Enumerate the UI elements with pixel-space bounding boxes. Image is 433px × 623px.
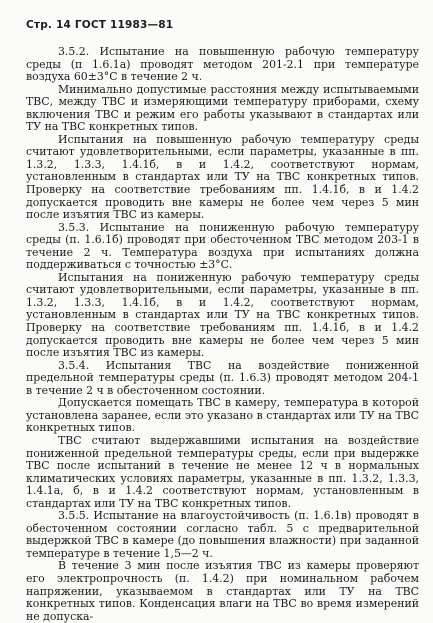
paragraph-electric-strength: В течение 3 мин после изъятия ТВС из камеры проверяют его электропрочность (п. 1.4.2) при номинальном рабочем напряжении, указываемом в стандартах или ТУ на ТВС конкретных типов. Конденсация влаги на ТВС во время измерений не допуска- <box>26 559 419 623</box>
document-body <box>26 46 419 623</box>
paragraph-3-5-5: 3.5.5. Испытание на влагоустойчивость (п. 1.6.1в) проводят в обесточенном состоянии согласно табл. 5 с предварительной выдержкой ТВС в камере (до повышения влажности) при заданной температуре в течение 1,5—2 ч. <box>26 509 419 560</box>
paragraph-high-temp-criteria: Испытания на повышенную рабочую температуру среды считают удовлетворительными, если параметры, указанные в пп. 1.3.2, 1.3.3, 1.4.1б, в и 1.4.2, соответствуют нормам, установленным в стандартах или ТУ на ТВС конкретных типов. Проверку на соответствие требованиям пп. 1.4.1б, в и 1.4.2 допускается проводить вне камеры не более чем через 5 мин после изъятия ТВС из камеры. <box>26 132 419 222</box>
paragraph-min-distances: Минимально допустимые расстояния между испытываемыми ТВС, между ТВС и измеряющими температуру приборами, схему включения ТВС и режим его работы указывают в стандартах или ТУ на ТВС конкретных типов. <box>26 82 419 134</box>
paragraph-3-5-3: 3.5.3. Испытание на пониженную рабочую температуру среды (п. 1.6.1б) проводят при обесточенном ТВС методом 203-1 в течение 2 ч. Температура воздуха при испытаниях должна поддерживаться с точностью ±3°С. <box>26 220 419 272</box>
paragraph-3-5-2: 3.5.2. Испытание на повышенную рабочую температуру среды (п 1.6.1а) проводят методом 201-2.1 при температуре воздуха 60±3°С в течение 2 ч. <box>26 45 419 84</box>
paragraph-chamber-preset: Допускается помещать ТВС в камеру, температура в которой установлена заранее, если это указано в стандартах или ТУ на ТВС конкретных типов. <box>26 396 419 435</box>
page-header: Стр. 14 ГОСТ 11983—81 <box>26 19 174 31</box>
paragraph-3-5-4: 3.5.4. Испытания ТВС на воздействие пониженной предельной температуры среды (п. 1.6.3) проводят методом 204-1 в течение 2 ч в обесточенном состоянии. <box>26 358 419 397</box>
paragraph-limit-temp-criteria: ТВС считают выдержавшими испытания на воздействие пониженной предельной температуры среды, если при выдержке ТВС после испытаний в течение не менее 12 ч в нормальных климатических условиях параметры, указанные в пп. 1.3.2, 1.3.3, 1.4.1а, б, в и 1.4.2 соответствуют нормам, установленным в стандартах или ТУ на ТВС конкретных типов. <box>26 433 419 510</box>
paragraph-low-temp-criteria: Испытания на пониженную рабочую температуру среды считают удовлетворительными, если параметры, указанные в пп. 1.3.2, 1.3.3, 1.4.1б, в и 1.4.2, соответствуют нормам, установленным в стандартах или ТУ на ТВС конкретных типов. Проверку на соответствие требованиям пп. 1.4.1б, в и 1.4.2 допускается проводить вне камеры не более чем через 5 мин после изъятия ТВС из камеры. <box>26 270 419 360</box>
